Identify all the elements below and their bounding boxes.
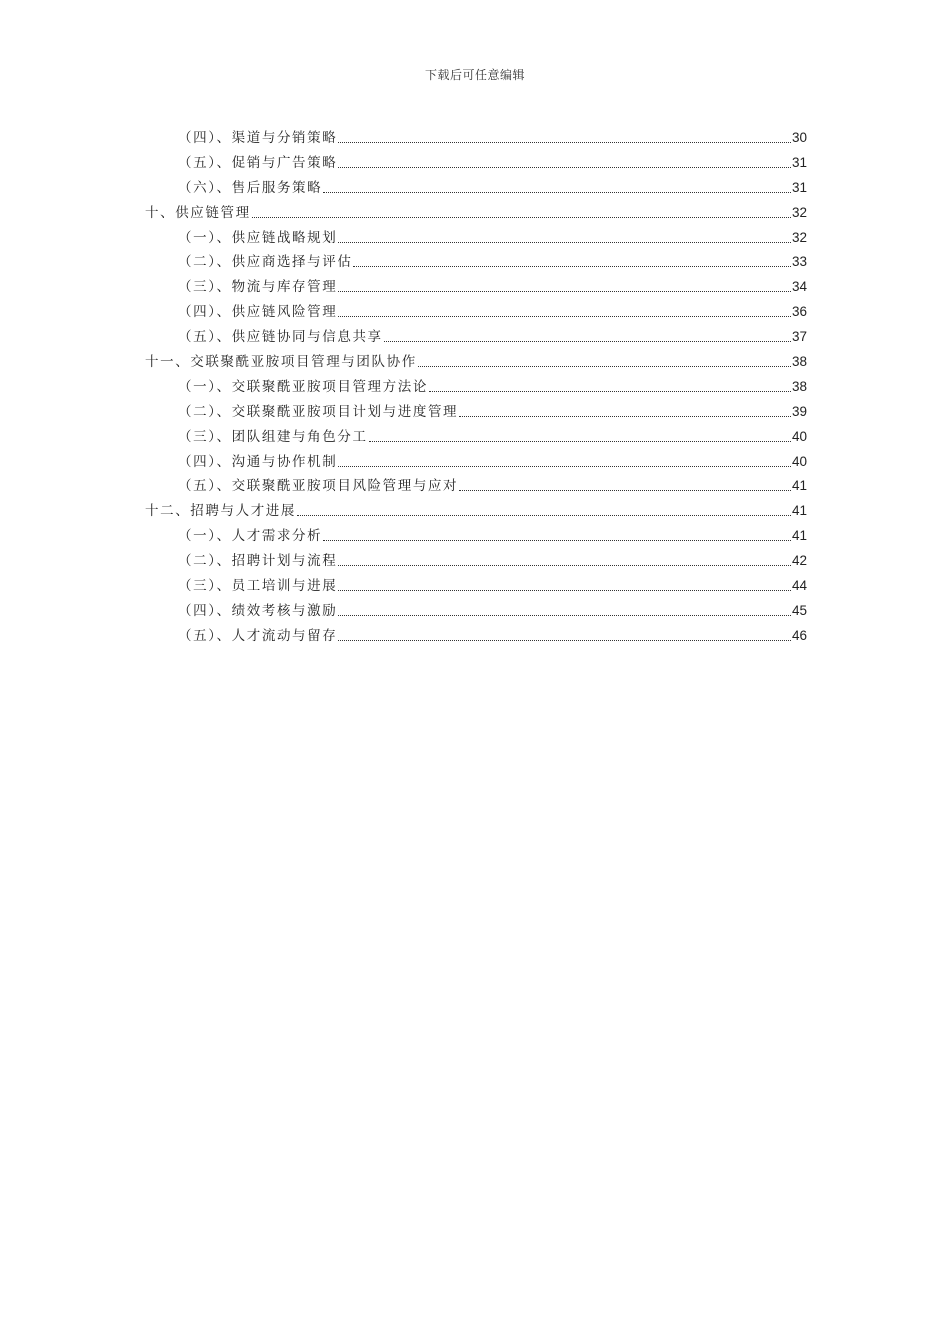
toc-entry-title: （三）、员工培训与进展 — [178, 578, 338, 595]
toc-page-number: 36 — [791, 304, 807, 320]
toc-dot-leader — [338, 306, 791, 317]
toc-page-number: 30 — [791, 130, 807, 145]
toc-section-entry[interactable] — [145, 375, 807, 400]
toc-entry-title: （五）、供应链协同与信息共享 — [178, 329, 383, 346]
toc-section-entry[interactable] — [145, 574, 807, 599]
toc-dot-leader — [369, 431, 791, 442]
toc-dot-leader — [323, 182, 791, 193]
toc-dot-leader — [338, 157, 791, 168]
toc-section-entry[interactable] — [145, 325, 807, 350]
toc-chapter-entry[interactable] — [145, 499, 807, 524]
toc-dot-leader — [353, 256, 791, 267]
toc-section-entry[interactable] — [145, 151, 807, 176]
toc-page-number: 38 — [791, 354, 807, 370]
toc-page-number: 40 — [791, 428, 807, 444]
toc-page-number: 44 — [791, 578, 807, 594]
toc-section-entry[interactable] — [145, 275, 807, 300]
toc-entry-title: （三）、物流与库存管理 — [178, 279, 338, 296]
toc-chapter-entry[interactable] — [145, 350, 807, 375]
toc-entry-title: （四）、渠道与分销策略 — [178, 130, 338, 146]
toc-entry-title: （五）、人才流动与留存 — [178, 627, 338, 644]
toc-page-number: 31 — [791, 179, 807, 195]
toc-entry-title: （一）、供应链战略规划 — [178, 229, 338, 246]
toc-dot-leader — [252, 207, 791, 218]
toc-entry-title: 十一、交联聚酰亚胺项目管理与团队协作 — [145, 354, 417, 371]
toc-entry-title: 十二、招聘与人才进展 — [145, 503, 296, 520]
toc-entry-title: （五）、促销与广告策略 — [178, 154, 338, 171]
toc-entry-title: 十、供应链管理 — [145, 204, 251, 221]
toc-page-number: 41 — [791, 503, 807, 519]
toc-dot-leader — [338, 281, 791, 292]
toc-entry-title: （四）、供应链风险管理 — [178, 304, 338, 321]
toc-section-entry[interactable] — [145, 126, 807, 151]
toc-entry-title: （四）、绩效考核与激励 — [178, 602, 338, 619]
toc-section-entry[interactable] — [145, 176, 807, 201]
toc-entry-title: （一）、交联聚酰亚胺项目管理方法论 — [178, 378, 428, 395]
toc-entry-title: （六）、售后服务策略 — [178, 179, 323, 196]
toc-page-number: 38 — [791, 378, 807, 394]
toc-page-number: 40 — [791, 453, 807, 469]
toc-dot-leader — [338, 580, 791, 591]
toc-chapter-entry[interactable] — [145, 201, 807, 226]
toc-entry-title: （五）、交联聚酰亚胺项目风险管理与应对 — [178, 478, 459, 495]
toc-section-entry[interactable] — [145, 524, 807, 549]
toc-section-entry[interactable] — [145, 599, 807, 624]
toc-section-entry[interactable] — [145, 549, 807, 574]
toc-page-number: 33 — [791, 254, 807, 270]
toc-dot-leader — [297, 505, 791, 516]
toc-page-number: 41 — [791, 528, 807, 544]
toc-entry-title: （二）、交联聚酰亚胺项目计划与进度管理 — [178, 403, 459, 420]
toc-section-entry[interactable] — [145, 474, 807, 499]
toc-page-number: 31 — [791, 154, 807, 170]
toc-page-number: 37 — [791, 329, 807, 345]
toc-dot-leader — [338, 630, 791, 641]
toc-dot-leader — [459, 406, 791, 417]
toc-page-number: 42 — [791, 553, 807, 569]
toc-dot-leader — [338, 456, 791, 467]
page-header: 下载后可任意编辑 — [424, 68, 525, 82]
toc-section-entry[interactable] — [145, 624, 807, 649]
toc-page-number: 32 — [791, 229, 807, 245]
toc-section-entry[interactable] — [145, 450, 807, 475]
table-of-contents — [145, 126, 807, 649]
toc-dot-leader — [384, 331, 791, 342]
toc-page-number: 39 — [791, 403, 807, 419]
toc-page-number: 32 — [791, 204, 807, 220]
toc-section-entry[interactable] — [145, 400, 807, 425]
toc-section-entry[interactable] — [145, 425, 807, 450]
toc-entry-title: （二）、招聘计划与流程 — [178, 553, 338, 570]
toc-entry-title: （四）、沟通与协作机制 — [178, 453, 338, 470]
toc-dot-leader — [429, 381, 791, 392]
toc-dot-leader — [418, 356, 791, 367]
toc-page-number: 45 — [791, 602, 807, 618]
toc-page-number: 41 — [791, 478, 807, 494]
toc-page-number: 46 — [791, 627, 807, 643]
toc-entry-title: （二）、供应商选择与评估 — [178, 254, 353, 271]
toc-entry-title: （一）、人才需求分析 — [178, 528, 323, 545]
toc-section-entry[interactable] — [145, 300, 807, 325]
toc-dot-leader — [323, 530, 791, 541]
toc-section-entry[interactable] — [145, 250, 807, 275]
toc-entry-title: （三）、团队组建与角色分工 — [178, 428, 368, 445]
toc-dot-leader — [459, 480, 791, 491]
toc-section-entry[interactable] — [145, 226, 807, 251]
toc-dot-leader — [338, 555, 791, 566]
toc-dot-leader — [338, 232, 791, 243]
toc-dot-leader — [338, 605, 791, 616]
toc-page-number: 34 — [791, 279, 807, 295]
toc-dot-leader — [338, 132, 791, 143]
